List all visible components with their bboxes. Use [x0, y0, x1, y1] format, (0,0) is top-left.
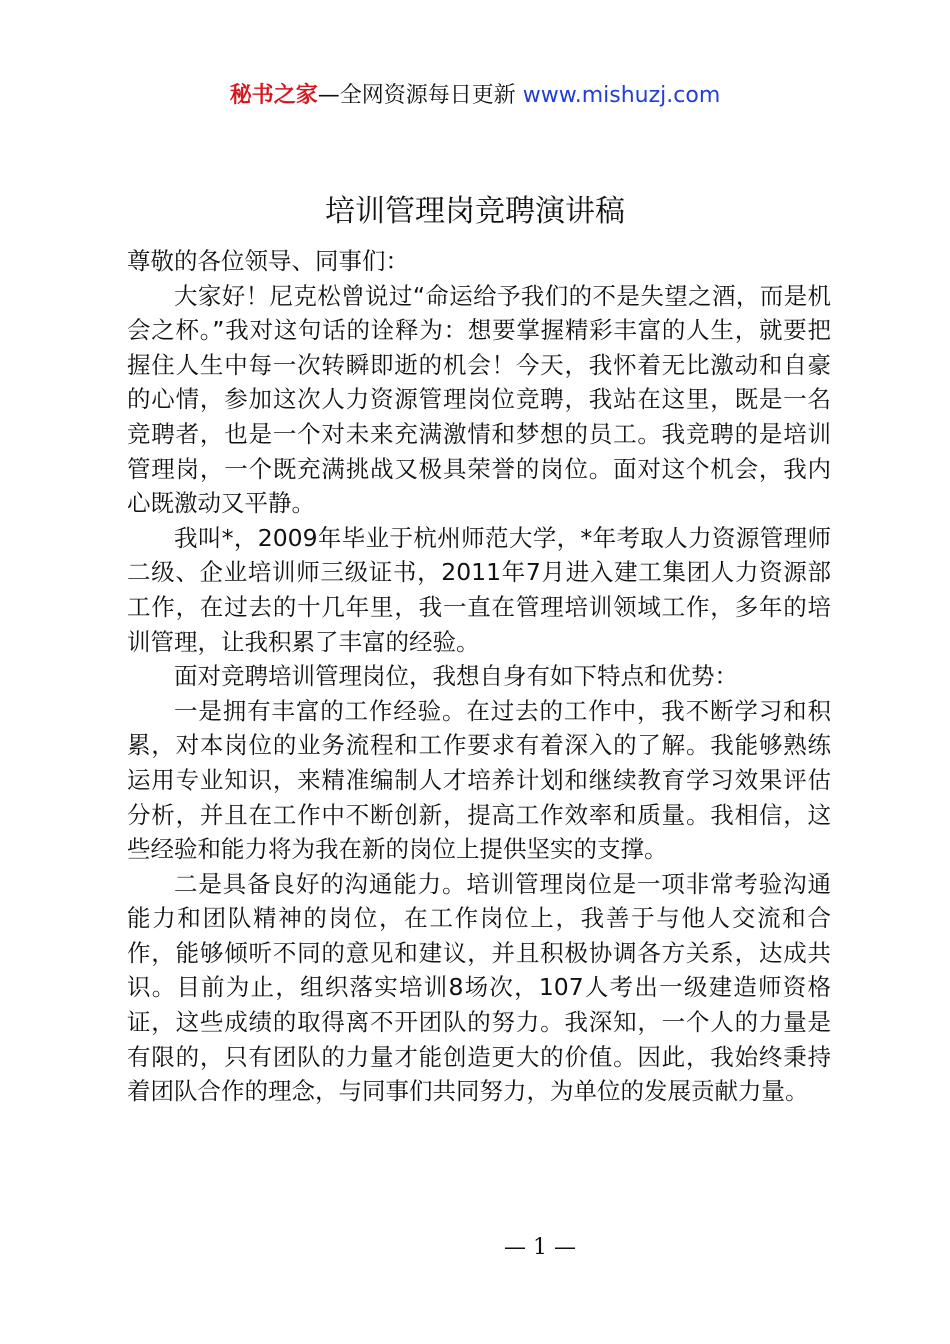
- page-number: — 1 —: [504, 1235, 576, 1260]
- brand-name: 秘书之家: [229, 83, 318, 108]
- paragraph: 大家好！尼克松曾说过“命运给予我们的不是失望之酒，而是机会之杯。”我对这句话的诠释为：想要掌握精彩丰富的人生，就要把握住人生中每一次转瞬即逝的机会！今天，我怀着无比激动和自豪的心情，参加这次人力资源管理岗位竞聘，我站在这里，既是一名竞聘者，也是一个对未来充满激情和梦想的员工。我竞聘的是培训管理岗，一个既充满挑战又极具荣誉的岗位。面对这个机会，我内心既激动又平静。: [127, 281, 831, 518]
- paragraph: 一是拥有丰富的工作经验。在过去的工作中，我不断学习和积累，对本岗位的业务流程和工作要求有着深入的了解。我能够熟练运用专业知识，来精准编制人才培养计划和继续教育学习效果评估分析，并且在工作中不断创新，提高工作效率和质量。我相信，这些经验和能力将为我在新的岗位上提供坚实的支撑。: [127, 696, 831, 864]
- paragraph: 面对竞聘培训管理岗位，我想自身有如下特点和优势：: [174, 662, 738, 691]
- header-tagline: —全网资源每日更新: [317, 83, 516, 108]
- site-header: [0, 78, 950, 114]
- document-body: [127, 244, 831, 1109]
- site-url[interactable]: www.mishuzj.com: [522, 83, 721, 108]
- salutation: 尊敬的各位领导、同事们：: [127, 247, 409, 275]
- document-title: 培训管理岗竞聘演讲稿: [325, 194, 625, 229]
- paragraph: 二是具备良好的沟通能力。培训管理岗位是一项非常考验沟通能力和团队精神的岗位，在工作岗位上，我善于与他人交流和合作，能够倾听不同的意见和建议，并且积极协调各方关系，达成共识。目前为止，组织落实培训8场次，107人考出一级建造师资格证，这些成绩的取得离不开团队的努力。我深知，一个人的力量是有限的，只有团队的力量才能创造更大的价值。因此，我始终秉持着团队合作的理念，与同事们共同努力，为单位的发展贡献力量。: [127, 869, 831, 1106]
- paragraph: 我叫*，2009年毕业于杭州师范大学，*年考取人力资源管理师二级、企业培训师三级证书，2011年7月进入建工集团人力资源部工作，在过去的十几年里，我一直在管理培训领域工作，多年的培训管理，让我积累了丰富的经验。: [127, 523, 831, 656]
